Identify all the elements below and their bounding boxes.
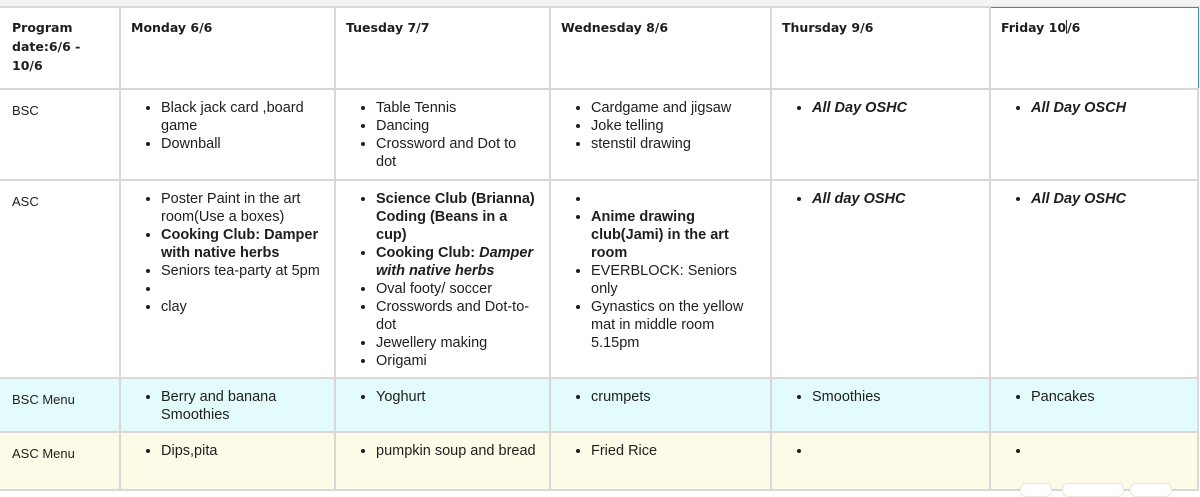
cell-asc-menu-wednesday[interactable] xyxy=(550,432,771,490)
list-item: • Joke telling xyxy=(591,117,760,135)
list-item xyxy=(1031,442,1187,460)
activity-list xyxy=(336,90,549,177)
cell-asc-menu-friday[interactable] xyxy=(990,432,1198,490)
cell-bsc-thursday[interactable] xyxy=(771,89,990,180)
activity-list xyxy=(551,90,770,159)
day-label-tuesday: Tuesday 7/7 xyxy=(336,8,549,37)
list-item: • Seniors tea-party at 5pm xyxy=(161,262,324,280)
list-item: • Yoghurt xyxy=(376,388,539,406)
cell-bsc-label[interactable] xyxy=(0,89,120,180)
row-asc xyxy=(0,180,1198,378)
list-item: • All Day OSHC xyxy=(1031,190,1187,208)
row-label-bsc-menu: BSC Menu xyxy=(0,379,119,421)
list-item: • clay xyxy=(161,298,324,316)
list-item: • Science Club (Brianna) Coding (Beans in a cup) xyxy=(376,190,539,244)
menu-list xyxy=(772,433,989,466)
program-table xyxy=(0,6,1199,491)
cell-bsc-tuesday[interactable] xyxy=(335,89,550,180)
list-item: • Berry and banana Smoothies xyxy=(161,388,324,424)
day-label-friday xyxy=(991,8,1198,37)
program-date-label: Program date:6/6 - 10/6 xyxy=(0,8,119,75)
list-item xyxy=(591,190,760,208)
day-label-wednesday: Wednesday 8/6 xyxy=(551,8,770,37)
row-label-bsc: BSC xyxy=(0,90,119,132)
day-label-thursday: Thursday 9/6 xyxy=(772,8,989,37)
menu-list xyxy=(121,379,334,430)
cell-asc-thursday[interactable] xyxy=(771,180,990,378)
cell-bsc-menu-friday[interactable] xyxy=(990,378,1198,432)
text-cursor xyxy=(1066,20,1067,34)
cell-asc-wednesday[interactable] xyxy=(550,180,771,378)
header-row xyxy=(0,7,1198,89)
list-item: • Dancing xyxy=(376,117,539,135)
menu-list xyxy=(772,379,989,412)
list-item: • EVERBLOCK: Seniors only xyxy=(591,262,760,298)
list-item: • Dips,pita xyxy=(161,442,324,460)
list-item: • Poster Paint in the art room(Use a boxes) xyxy=(161,190,324,226)
cell-bsc-wednesday[interactable] xyxy=(550,89,771,180)
activity-list xyxy=(772,181,989,214)
list-item xyxy=(812,442,979,460)
list-item: • Oval footy/ soccer xyxy=(376,280,539,298)
cooking-italic: Damper with native herbs xyxy=(376,245,533,279)
activity-list xyxy=(121,181,334,322)
cell-bsc-friday[interactable] xyxy=(990,89,1198,180)
activity-list xyxy=(991,181,1197,214)
list-item: • Pancakes xyxy=(1031,388,1187,406)
list-item: • Anime drawing club(Jami) in the art room xyxy=(591,208,760,262)
list-item: • Crosswords and Dot-to-dot xyxy=(376,298,539,334)
list-item: • All Day OSHC xyxy=(812,99,979,117)
list-item: • Black jack card ,board game xyxy=(161,99,324,135)
row-label-asc: ASC xyxy=(0,181,119,223)
cell-asc-tuesday[interactable] xyxy=(335,180,550,378)
cell-asc-menu-monday[interactable] xyxy=(120,432,335,490)
row-bsc-menu xyxy=(0,378,1198,432)
list-item: • Crossword and Dot to dot xyxy=(376,135,539,171)
day-label-monday: Monday 6/6 xyxy=(121,8,334,37)
menu-list xyxy=(121,433,334,466)
cell-asc-menu-thursday[interactable] xyxy=(771,432,990,490)
header-cell-friday[interactable] xyxy=(990,7,1198,89)
menu-list xyxy=(991,433,1197,466)
cell-bsc-menu-monday[interactable] xyxy=(120,378,335,432)
list-item: • Table Tennis xyxy=(376,99,539,117)
list-item: • Gynastics on the yellow mat in middle room 5.15pm xyxy=(591,298,760,352)
list-item: • crumpets xyxy=(591,388,760,406)
cell-asc-menu-tuesday[interactable] xyxy=(335,432,550,490)
row-label-asc-menu: ASC Menu xyxy=(0,433,119,475)
list-item: • Fried Rice xyxy=(591,442,760,460)
menu-list xyxy=(336,433,549,466)
list-item: • Jewellery making xyxy=(376,334,539,352)
header-cell-wednesday[interactable] xyxy=(550,7,771,89)
list-item: • Cardgame and jigsaw xyxy=(591,99,760,117)
row-bsc xyxy=(0,89,1198,180)
activity-list xyxy=(772,90,989,123)
header-cell-program[interactable] xyxy=(0,7,120,89)
floating-control[interactable] xyxy=(1130,483,1172,497)
menu-list xyxy=(336,379,549,412)
list-item: • Downball xyxy=(161,135,324,153)
floating-control[interactable] xyxy=(1020,483,1052,497)
menu-list xyxy=(551,433,770,466)
cell-bsc-monday[interactable] xyxy=(120,89,335,180)
cell-asc-monday[interactable] xyxy=(120,180,335,378)
list-item xyxy=(376,244,539,280)
activity-list xyxy=(991,90,1197,123)
cell-bsc-menu-tuesday[interactable] xyxy=(335,378,550,432)
activity-list xyxy=(121,90,334,159)
row-asc-menu xyxy=(0,432,1198,490)
cooking-prefix: Cooking Club: xyxy=(376,245,479,261)
list-item xyxy=(161,280,324,298)
list-item: • All Day OSCH xyxy=(1031,99,1187,117)
header-cell-monday[interactable] xyxy=(120,7,335,89)
cell-bsc-menu-label[interactable] xyxy=(0,378,120,432)
header-cell-tuesday[interactable] xyxy=(335,7,550,89)
cell-asc-label[interactable] xyxy=(0,180,120,378)
cell-bsc-menu-wednesday[interactable] xyxy=(550,378,771,432)
floating-control[interactable] xyxy=(1062,483,1124,497)
activity-list xyxy=(336,181,549,376)
activity-list xyxy=(551,181,770,358)
day-label-friday-text: Friday 10/6 xyxy=(1001,20,1080,35)
cell-asc-menu-label[interactable] xyxy=(0,432,120,490)
cell-bsc-menu-thursday[interactable] xyxy=(771,378,990,432)
list-item: • All day OSHC xyxy=(812,190,979,208)
list-item: • Origami xyxy=(376,352,539,370)
list-item: • pumpkin soup and bread xyxy=(376,442,539,460)
list-item: • Smoothies xyxy=(812,388,979,406)
header-cell-thursday[interactable] xyxy=(771,7,990,89)
menu-list xyxy=(551,379,770,412)
list-item: • stenstil drawing xyxy=(591,135,760,153)
cell-asc-friday[interactable] xyxy=(990,180,1198,378)
menu-list xyxy=(991,379,1197,412)
list-item: • Cooking Club: Damper with native herbs xyxy=(161,226,324,262)
